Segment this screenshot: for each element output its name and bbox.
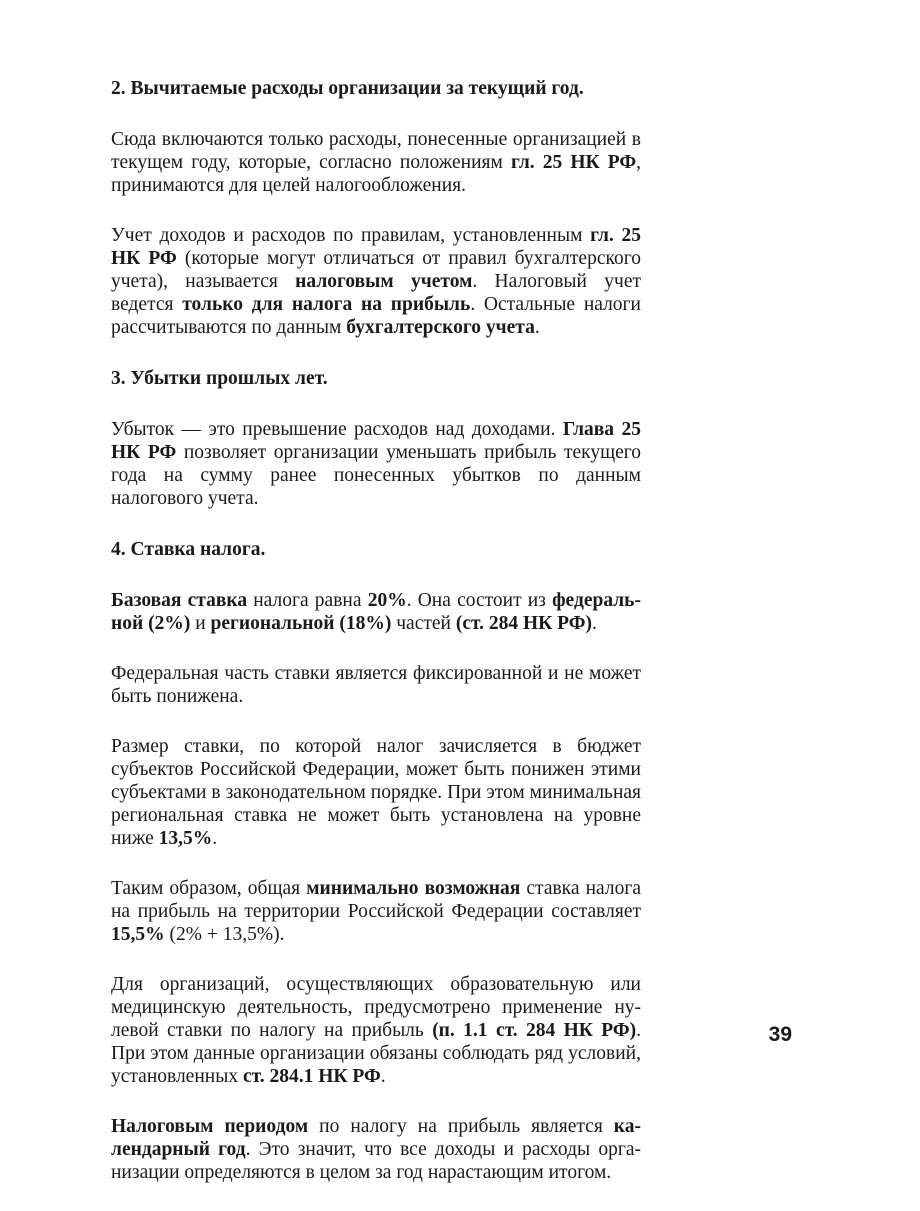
- body-text: Учет доходов и расходов по правилам, установленным: [111, 225, 591, 246]
- paragraph-tax-accounting: [111, 224, 641, 339]
- emphasis-text: минимально возможная: [306, 878, 521, 899]
- body-text: Убыток — это превышение расходов над доходами.: [111, 419, 563, 440]
- body-text: Таким образом, общая: [111, 878, 307, 899]
- page-body: [111, 76, 641, 1211]
- body-text: , принимаются для целей налогообложения.: [111, 152, 641, 196]
- body-text: . Налоговый учет ведется: [111, 271, 641, 315]
- paragraph-expenses-included: [111, 128, 641, 197]
- body-text: .: [212, 828, 218, 849]
- emphasis-text: налоговым учетом: [295, 271, 473, 292]
- emphasis-text: календарный год: [111, 1116, 641, 1160]
- emphasis-text: Базовая ставка: [111, 590, 248, 611]
- emphasis-text: ст. 284.1 НК РФ: [242, 1066, 381, 1087]
- body-text: .: [592, 613, 597, 634]
- emphasis-text: гл. 25 НК РФ: [510, 152, 637, 173]
- section-heading-expenses: 2. Вычитаемые расходы организации за текущий год.: [111, 78, 584, 99]
- body-text: . Это значит, что все доходы и расходы организации определяются в целом за год нарастающим итогом.: [111, 1139, 641, 1183]
- page-number: 39: [768, 1023, 792, 1046]
- paragraph-minimum-rate: [111, 877, 641, 946]
- body-text: позволяет организации уменьшать прибыль текущего года на сумму ранее понесенных убытков по данным налогового учета.: [111, 442, 642, 509]
- emphasis-text: Налоговым периодом: [111, 1116, 309, 1137]
- body-text: Для организаций, осуществляющих образовательную или медицинскую деятельность, предусмотрено применение нулевой ставки по налогу на прибыль: [111, 974, 641, 1041]
- emphasis-text: бухгалтерского учета: [346, 317, 535, 338]
- body-text: и: [190, 613, 211, 634]
- body-text: . Остальные налоги рассчитываются по данным: [111, 294, 641, 338]
- body-text: . Она состоит из: [406, 590, 553, 611]
- paragraph-regional-rate: [111, 735, 641, 850]
- body-text: Федеральная часть ставки является фиксированной и не может быть понижена.: [111, 663, 641, 707]
- section-heading-tax-rate: 4. Ставка налога.: [111, 539, 266, 560]
- body-text: частей: [391, 613, 456, 634]
- body-text: .: [534, 317, 540, 338]
- body-text: по налогу на прибыль является: [308, 1116, 614, 1137]
- body-text: ставка налога на прибыль на территории Российской Федерации составляет: [111, 878, 642, 922]
- paragraph-federal-part: [111, 662, 641, 708]
- section-heading-losses: 3. Убытки прошлых лет.: [111, 368, 328, 389]
- emphasis-text: федеральной (2%): [111, 590, 641, 634]
- emphasis-text: Глава 25 НК РФ: [111, 419, 641, 463]
- body-text: налога равна: [247, 590, 368, 611]
- emphasis-text: 13,5%: [158, 828, 213, 849]
- emphasis-text: (ст. 284 НК РФ): [455, 613, 592, 634]
- emphasis-text: 20%: [367, 590, 407, 611]
- body-text: (которые могут отличаться от правил бухгалтерского учета), называется: [111, 248, 641, 292]
- emphasis-text: 15,5%: [111, 924, 165, 945]
- emphasis-text: (п. 1.1 ст. 284 НК РФ): [432, 1020, 637, 1041]
- emphasis-text: гл. 25 НК РФ: [111, 225, 641, 269]
- body-text: (2% + 13,5%).: [164, 924, 285, 945]
- body-text: Сюда включаются только расходы, понесенные организацией в текущем году, которые, согласно положениям: [111, 129, 641, 173]
- paragraph-base-rate: [111, 589, 641, 635]
- body-text: Размер ставки, по которой налог зачисляется в бюджет субъектов Российской Федерации, может быть понижен этими субъектами в законодательном порядке. При этом минимальная региональная ставка не может быть установлена на уровне ниже: [111, 736, 641, 849]
- emphasis-text: только для налога на прибыль: [182, 294, 471, 315]
- body-text: . При этом данные организации обязаны соблюдать ряд условий, установленных: [111, 1020, 641, 1087]
- paragraph-zero-rate: [111, 973, 641, 1088]
- emphasis-text: региональной (18%): [210, 613, 392, 634]
- paragraph-losses: [111, 418, 641, 510]
- body-text: .: [380, 1066, 386, 1087]
- paragraph-tax-period: [111, 1115, 641, 1184]
